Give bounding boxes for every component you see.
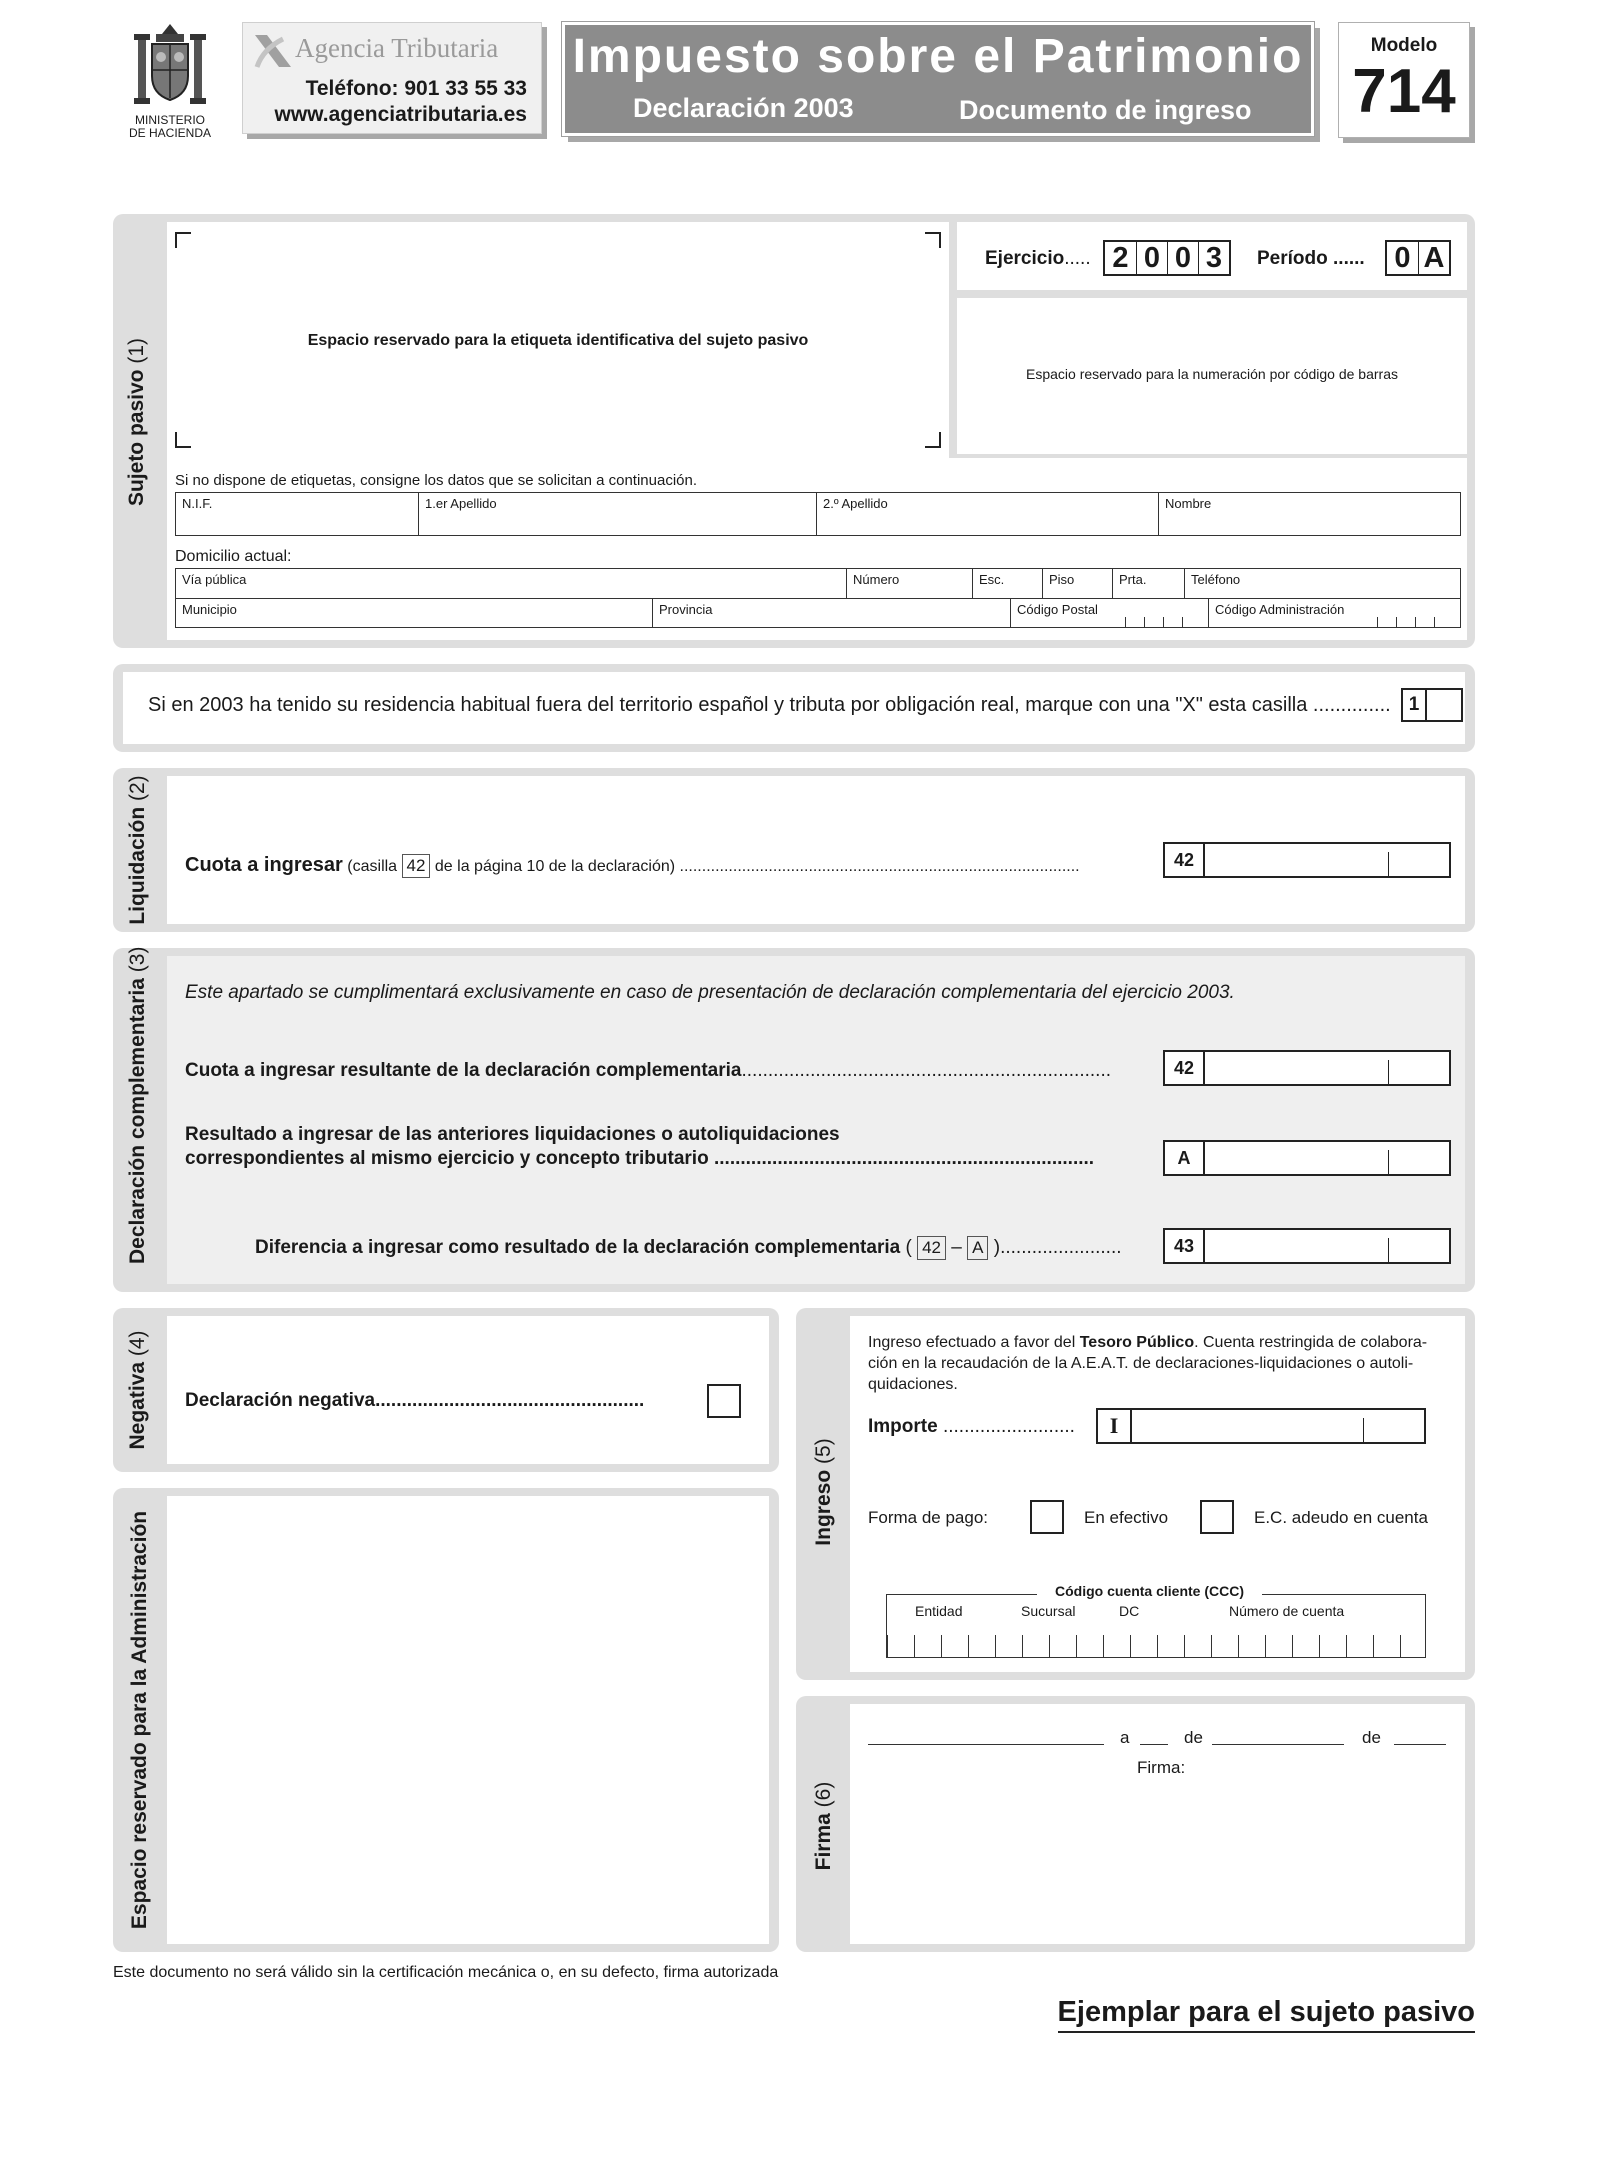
modelo-box <box>1338 22 1470 138</box>
piso-field[interactable]: Piso <box>1042 569 1112 598</box>
provincia-field[interactable]: Provincia <box>652 599 1010 627</box>
form-title: Impuesto sobre el Patrimonio <box>572 30 1304 83</box>
periodo-label: Período ...... <box>1257 248 1365 269</box>
administracion-space <box>167 1496 769 1944</box>
agency-website: www.agenciatributaria.es <box>274 103 527 126</box>
nombre-field[interactable]: Nombre <box>1158 493 1460 535</box>
section-residencia <box>113 664 1475 752</box>
casilla-42-code: 42 <box>1165 844 1205 876</box>
declaracion-negativa-label: Declaración negativa................................................... <box>185 1390 645 1411</box>
firma-anio-line[interactable] <box>1394 1744 1446 1745</box>
puerta-field[interactable]: Prta. <box>1112 569 1184 598</box>
complementaria-line2b: correspondientes al mismo ejercicio y concepto tributario ........................................................................ <box>185 1148 1095 1169</box>
barcode-space-text: Espacio reservado para la numeración por código de barras <box>1026 366 1398 382</box>
ejercicio-periodo-area <box>957 222 1467 290</box>
apellido1-field[interactable]: 1.er Apellido <box>418 493 816 535</box>
firma-dia-line[interactable] <box>1140 1744 1168 1745</box>
ccc-sucursal-label: Sucursal <box>1021 1603 1076 1619</box>
municipio-field[interactable]: Municipio <box>182 602 237 617</box>
title-banner <box>562 22 1314 136</box>
agency-phone: Teléfono: 901 33 55 33 <box>305 77 527 100</box>
cuota-ingresar-field[interactable] <box>1163 842 1451 878</box>
agency-name: Agencia Tributaria <box>295 33 499 63</box>
declaracion-negativa-checkbox[interactable] <box>707 1384 741 1418</box>
section-label-liquidacion: Liquidación (2) <box>126 775 149 925</box>
coat-of-arms-icon <box>130 20 210 108</box>
complementaria-cuota-field[interactable]: 42 <box>1163 1050 1451 1086</box>
section-complementaria <box>113 948 1475 1292</box>
firma-label: Firma: <box>1137 1758 1186 1777</box>
forma-pago-label: Forma de pago: <box>868 1508 989 1527</box>
firma-lugar-line[interactable] <box>868 1744 1104 1745</box>
firma-mes-line[interactable] <box>1212 1744 1344 1745</box>
section-label-firma: Firma (6) <box>812 1781 835 1871</box>
form-doc-type: Documento de ingreso <box>959 95 1252 125</box>
ministry-name-line2: DE HACIENDA <box>128 126 211 140</box>
modelo-label: Modelo <box>1370 35 1438 56</box>
ccc-numero-label: Número de cuenta <box>1229 1603 1345 1619</box>
anteriores-liquidaciones-field[interactable]: A <box>1163 1140 1451 1176</box>
agency-logo-icon <box>253 31 293 71</box>
importe-field[interactable]: I <box>1096 1408 1426 1444</box>
copy-label: Ejemplar para el sujeto pasivo <box>1058 1996 1475 2033</box>
codigo-administracion-field[interactable]: Código Administración <box>1208 599 1460 627</box>
complementaria-intro: Este apartado se cumplimentará exclusivamente en caso de presentación de declaración complementaria del ejercicio 2003. <box>185 982 1235 1003</box>
pago-efectivo-checkbox[interactable] <box>1030 1500 1064 1534</box>
agency-box <box>242 22 542 134</box>
ccc-entidad-label: Entidad <box>915 1603 963 1619</box>
numero-field[interactable]: Número <box>846 569 972 598</box>
label-area <box>167 222 949 458</box>
modelo-number: 714 <box>1352 57 1456 126</box>
escalera-field[interactable]: Esc. <box>972 569 1042 598</box>
residencia-text: Si en 2003 ha tenido su residencia habitual fuera del territorio español y tributa por obligación real, marque con una "X" esta casilla .............. <box>148 694 1391 716</box>
ccc-box[interactable] <box>886 1583 1426 1658</box>
diferencia-ingresar-field[interactable]: 43 <box>1163 1228 1451 1264</box>
ejercicio-digits[interactable]: 2 0 0 3 <box>1103 240 1231 276</box>
pago-adeudo-checkbox[interactable] <box>1200 1500 1234 1534</box>
ejercicio-label: Ejercicio..... <box>985 248 1091 269</box>
section-administracion <box>113 1488 779 1952</box>
complementaria-line1: Cuota a ingresar resultante de la declaración complementaria...................................................................... <box>185 1060 1112 1081</box>
periodo-digits[interactable]: 0 A <box>1385 240 1451 276</box>
ccc-title: Código cuenta cliente (CCC) <box>1037 1583 1262 1599</box>
taxpayer-data-area <box>167 458 1467 640</box>
section-liquidacion <box>113 768 1475 932</box>
telefono-field[interactable]: Teléfono <box>1184 569 1460 598</box>
address-table <box>175 568 1461 628</box>
section-label-negativa: Negativa (4) <box>126 1330 149 1450</box>
importe-label: Importe ......................... <box>868 1416 1075 1437</box>
form-year: Declaración 2003 <box>633 93 854 123</box>
codigo-postal-field[interactable]: Código Postal <box>1010 599 1208 627</box>
residencia-code: 1 <box>1403 690 1427 720</box>
via-publica-field[interactable]: Vía pública <box>182 572 247 587</box>
footer-note: Este documento no será válido sin la certificación mecánica o, en su defecto, firma autorizada <box>113 1964 779 1981</box>
nif-field[interactable]: N.I.F. <box>182 496 213 511</box>
section-label-complementaria: Declaración complementaria (3) <box>126 946 149 1264</box>
id-table <box>175 492 1461 536</box>
domicilio-label: Domicilio actual: <box>175 548 292 565</box>
residencia-checkbox[interactable] <box>1401 688 1463 722</box>
casilla-ref-42: 42 <box>402 854 431 878</box>
ministry-logo <box>118 20 222 140</box>
section-sujeto-pasivo <box>113 214 1475 648</box>
pago-adeudo-label: E.C. adeudo en cuenta <box>1254 1508 1428 1527</box>
section-label-sujeto-pasivo: Sujeto pasivo (1) <box>125 337 148 507</box>
section-negativa <box>113 1308 779 1472</box>
complementaria-line3: Diferencia a ingresar como resultado de la declaración complementaria ( 42 – A )....................... <box>255 1237 1122 1258</box>
pago-efectivo-label: En efectivo <box>1084 1508 1169 1527</box>
section-ingreso <box>796 1308 1475 1680</box>
apellido2-field[interactable]: 2.º Apellido <box>816 493 1158 535</box>
ministry-name-line1: MINISTERIO <box>134 113 205 127</box>
section-firma: Firma (6) a de de Firma: <box>796 1696 1475 1952</box>
cuota-ingresar-line: Cuota a ingresar (casilla 42 de la página 10 de la declaración) .......................................................................................... <box>185 854 1080 876</box>
section-label-ingreso: Ingreso (5) <box>812 1438 835 1546</box>
ingreso-text: Ingreso efectuado a favor del Tesoro Público. Cuenta restringida de colabora- ción en la recaudación de la A.E.A.T. de declaraciones-liquidaciones o autoli- quidaciones. <box>868 1334 1428 1393</box>
no-labels-note: Si no dispone de etiquetas, consigne los datos que se solicitan a continuación. <box>175 472 698 489</box>
section-label-administracion: Espacio reservado para la Administración <box>128 1510 151 1930</box>
ccc-digit-ticks <box>887 1635 1425 1657</box>
label-space-text: Espacio reservado para la etiqueta identificativa del sujeto pasivo <box>307 332 809 349</box>
complementaria-line2a: Resultado a ingresar de las anteriores liquidaciones o autoliquidaciones <box>185 1124 840 1145</box>
barcode-area <box>957 298 1467 454</box>
ccc-dc-label: DC <box>1119 1603 1140 1619</box>
